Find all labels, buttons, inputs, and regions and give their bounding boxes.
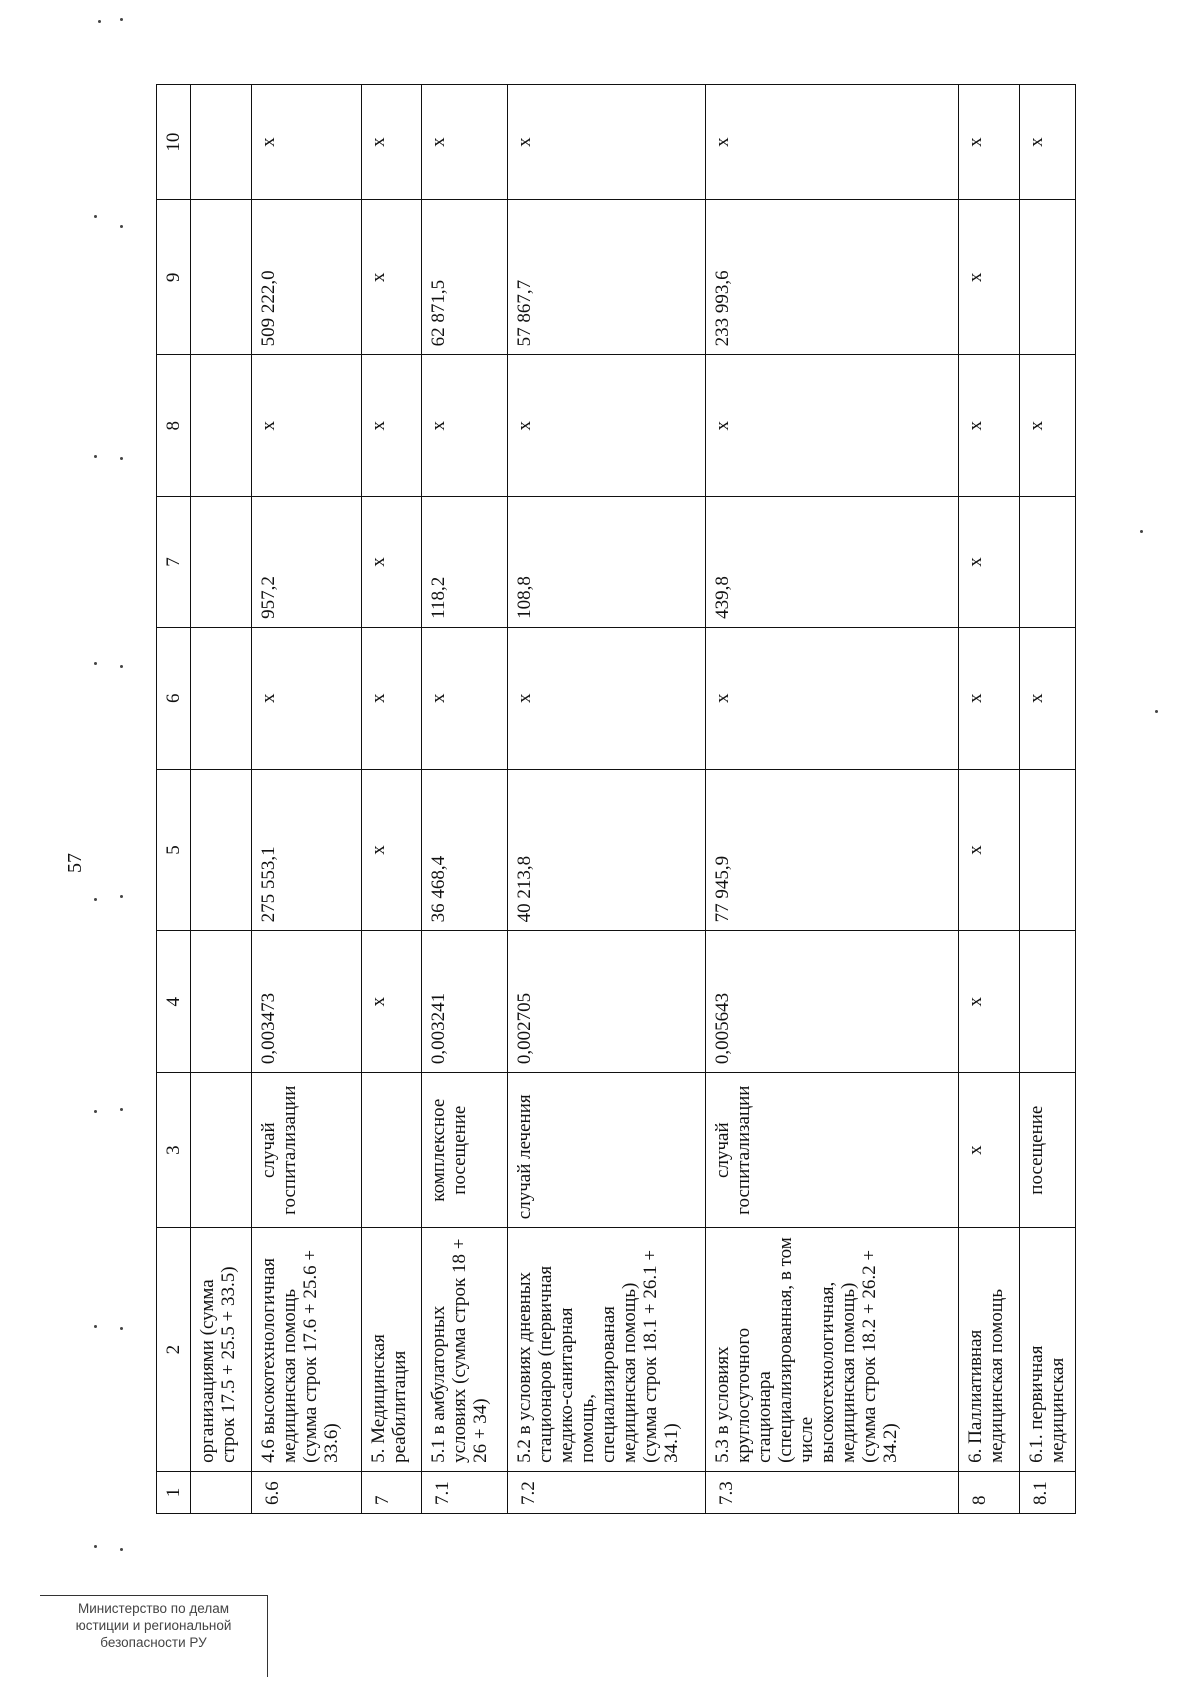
value-cell: x [959,200,1020,355]
table-row [507,85,706,1514]
table-row [361,85,422,1514]
value-cell: x [959,931,1020,1073]
unit-cell [191,1073,252,1228]
scan-dot [94,1545,97,1548]
value-cell: x [959,627,1020,769]
row-number-cell: 7.3 [706,1471,959,1513]
value-cell: x [361,497,422,628]
scan-dot [94,1325,97,1328]
value-cell: 233 993,6 [706,200,959,355]
value-cell: 77 945,9 [706,769,959,931]
value-cell [191,355,252,497]
value-cell: x [361,627,422,769]
row-number-cell [191,1471,252,1513]
scan-dot [1155,710,1158,713]
indicator-name-cell: 5.1 в амбулаторных условиях (сумма строк 18 + 26 + 34) [422,1228,507,1472]
scan-dot [94,898,97,901]
scan-dot [94,215,97,218]
scan-dot [120,1327,123,1330]
value-cell [191,497,252,628]
table-row [1020,85,1076,1514]
page-number: 57 [64,853,86,873]
value-cell: x [959,355,1020,497]
data-table [156,84,1076,1514]
unit-cell: комплексное посещение [422,1073,507,1228]
value-cell [191,931,252,1073]
scan-dot [94,662,97,665]
header-cell: 5 [157,769,191,931]
scan-dot [120,457,123,460]
value-cell: 0,003473 [252,931,361,1073]
indicator-name-cell: 6.1. первичная медицинская [1020,1228,1076,1472]
unit-cell: случай лечения [507,1073,706,1228]
value-cell: 509 222,0 [252,200,361,355]
table-header-row [157,85,191,1514]
indicator-name-cell: 5. Медицинская реабилитация [361,1228,422,1472]
value-cell: 0,002705 [507,931,706,1073]
header-cell: 8 [157,355,191,497]
value-cell [191,85,252,200]
indicator-name-cell: 5.2 в условиях дневных стационаров (первичная медико-санитарная помощь, специализированая медицинская помощь) (сумма строк 18.1 + 26.1 + 34.1) [507,1228,706,1472]
value-cell [1020,497,1076,628]
header-cell: 3 [157,1073,191,1228]
scan-dot [94,1110,97,1113]
table-row [252,85,361,1514]
header-cell: 6 [157,627,191,769]
value-cell: x [959,497,1020,628]
header-cell: 2 [157,1228,191,1472]
stamp-line: безопасности РУ [100,1635,207,1650]
value-cell: x [1020,627,1076,769]
value-cell: x [507,355,706,497]
table-row [422,85,507,1514]
value-cell: 957,2 [252,497,361,628]
value-cell: x [706,355,959,497]
value-cell: x [252,85,361,200]
scan-dot [120,665,123,668]
row-number-cell: 8 [959,1471,1020,1513]
stamp-line: юстиции и региональной [75,1618,232,1633]
unit-cell: посещение [1020,1073,1076,1228]
indicator-name-cell: организациями (сумма строк 17.5 + 25.5 + 33.5) [191,1228,252,1472]
value-cell [191,769,252,931]
row-number-cell: 7.1 [422,1471,507,1513]
value-cell: x [361,769,422,931]
value-cell: 118,2 [422,497,507,628]
value-cell [1020,769,1076,931]
value-cell: x [422,355,507,497]
scan-dot [1140,530,1143,533]
stamp [40,1595,268,1677]
value-cell: x [706,85,959,200]
value-cell: x [1020,355,1076,497]
value-cell: x [507,627,706,769]
value-cell: 275 553,1 [252,769,361,931]
table-row [706,85,959,1514]
value-cell [1020,931,1076,1073]
scan-dot [120,1108,123,1111]
value-cell: 439,8 [706,497,959,628]
scan-dot [120,225,123,228]
table-row [191,85,252,1514]
value-cell: x [252,355,361,497]
unit-cell: случай госпитализации [252,1073,361,1228]
row-number-cell: 8.1 [1020,1471,1076,1513]
scan-dot [120,895,123,898]
table-row [959,85,1020,1514]
value-cell: x [361,85,422,200]
value-cell: x [959,85,1020,200]
value-cell: 62 871,5 [422,200,507,355]
indicator-name-cell: 6. Паллиативная медицинская помощь [959,1228,1020,1472]
value-cell: x [1020,85,1076,200]
row-number-cell: 7 [361,1471,422,1513]
value-cell: 36 468,4 [422,769,507,931]
value-cell: x [361,931,422,1073]
value-cell [191,200,252,355]
scan-dot [94,455,97,458]
value-cell: x [507,85,706,200]
row-number-cell: 6.6 [252,1471,361,1513]
unit-cell [361,1073,422,1228]
header-cell: 4 [157,931,191,1073]
header-cell: 10 [157,85,191,200]
value-cell: x [706,627,959,769]
header-cell: 1 [157,1471,191,1513]
scan-dot [120,1548,123,1551]
value-cell: 0,003241 [422,931,507,1073]
stamp-line: Министерство по делам [78,1601,229,1616]
indicator-name-cell: 5.3 в условиях круглосуточного стационара (специализированная, в том числе высокотехнологичная, медицинская помощь) (сумма строк 18.2 + 26.2 + 34.2) [706,1228,959,1472]
value-cell: 0,005643 [706,931,959,1073]
value-cell: 57 867,7 [507,200,706,355]
indicator-name-cell: 4.6 высокотехнологичная медицинская помощь (сумма строк 17.6 + 25.6 + 33.6) [252,1228,361,1472]
value-cell [191,627,252,769]
header-cell: 7 [157,497,191,628]
value-cell: x [422,85,507,200]
value-cell: 108,8 [507,497,706,628]
rotated-table-wrapper [156,84,1076,1514]
value-cell: x [959,769,1020,931]
row-number-cell: 7.2 [507,1471,706,1513]
scan-dot [98,20,101,23]
value-cell: 40 213,8 [507,769,706,931]
scan-dot [120,18,123,21]
value-cell: x [361,200,422,355]
header-cell: 9 [157,200,191,355]
value-cell [1020,200,1076,355]
value-cell: x [361,355,422,497]
unit-cell: случай госпитализации [706,1073,959,1228]
value-cell: x [252,627,361,769]
value-cell: x [422,627,507,769]
unit-cell: x [959,1073,1020,1228]
